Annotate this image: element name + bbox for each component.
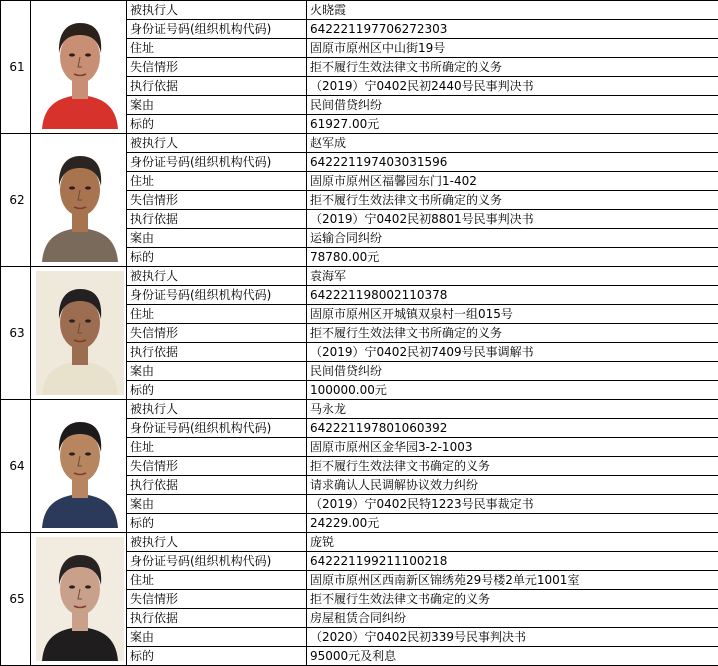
field-label-address: 住址 bbox=[127, 571, 307, 590]
field-value-address: 固原市原州区中山街19号 bbox=[307, 39, 718, 58]
field-label-situation: 失信情形 bbox=[127, 590, 307, 609]
field-label-name: 被执行人 bbox=[127, 533, 307, 552]
field-value-cause: 运输合同纠纷 bbox=[307, 229, 718, 248]
field-value-amount: 95000元及利息 bbox=[307, 647, 718, 666]
field-value-basis: （2019）宁0402民初2440号民事判决书 bbox=[307, 77, 718, 96]
debtor-photo bbox=[31, 267, 127, 400]
field-label-amount: 标的 bbox=[127, 381, 307, 400]
field-label-address: 住址 bbox=[127, 39, 307, 58]
field-label-basis: 执行依据 bbox=[127, 77, 307, 96]
table-row bbox=[1, 134, 718, 153]
field-label-cause: 案由 bbox=[127, 495, 307, 514]
field-value-id: 642221199211100218 bbox=[307, 552, 718, 571]
field-value-address: 固原市原州区金华园3-2-1003 bbox=[307, 438, 718, 457]
field-value-id: 642221197801060392 bbox=[307, 419, 718, 438]
field-label-name: 被执行人 bbox=[127, 1, 307, 20]
field-label-name: 被执行人 bbox=[127, 267, 307, 286]
field-label-address: 住址 bbox=[127, 438, 307, 457]
field-label-amount: 标的 bbox=[127, 248, 307, 267]
field-label-cause: 案由 bbox=[127, 628, 307, 647]
portrait-image bbox=[36, 271, 124, 395]
field-value-address: 固原市原州区西南新区锦绣苑29号楼2单元1001室 bbox=[307, 571, 718, 590]
record-number: 61 bbox=[1, 1, 31, 134]
field-value-cause: （2020）宁0402民初339号民事判决书 bbox=[307, 628, 718, 647]
field-label-basis: 执行依据 bbox=[127, 210, 307, 229]
field-label-situation: 失信情形 bbox=[127, 191, 307, 210]
debtor-photo bbox=[31, 134, 127, 267]
field-value-basis: （2019）宁0402民初7409号民事调解书 bbox=[307, 343, 718, 362]
debtor-photo bbox=[31, 400, 127, 533]
field-label-cause: 案由 bbox=[127, 96, 307, 115]
field-label-amount: 标的 bbox=[127, 514, 307, 533]
table-row bbox=[1, 1, 718, 20]
field-value-cause: （2019）宁0402民特1223号民事裁定书 bbox=[307, 495, 718, 514]
field-label-name: 被执行人 bbox=[127, 400, 307, 419]
field-value-id: 642221197706272303 bbox=[307, 20, 718, 39]
field-label-situation: 失信情形 bbox=[127, 324, 307, 343]
field-value-amount: 78780.00元 bbox=[307, 248, 718, 267]
field-label-cause: 案由 bbox=[127, 362, 307, 381]
field-value-amount: 61927.00元 bbox=[307, 115, 718, 134]
field-value-basis: 请求确认人民调解协议效力纠纷 bbox=[307, 476, 718, 495]
record-number: 63 bbox=[1, 267, 31, 400]
field-value-situation: 拒不履行生效法律文书所确定的义务 bbox=[307, 58, 718, 77]
field-value-amount: 24229.00元 bbox=[307, 514, 718, 533]
field-value-cause: 民间借贷纠纷 bbox=[307, 362, 718, 381]
field-value-cause: 民间借贷纠纷 bbox=[307, 96, 718, 115]
table-row bbox=[1, 400, 718, 419]
field-label-address: 住址 bbox=[127, 305, 307, 324]
debtor-photo bbox=[31, 533, 127, 666]
field-value-id: 642221197403031596 bbox=[307, 153, 718, 172]
field-value-basis: （2019）宁0402民初8801号民事判决书 bbox=[307, 210, 718, 229]
field-label-id: 身份证号码(组织机构代码) bbox=[127, 153, 307, 172]
field-label-id: 身份证号码(组织机构代码) bbox=[127, 419, 307, 438]
field-value-name: 袁海军 bbox=[307, 267, 718, 286]
field-value-situation: 拒不履行生效法律文书所确定的义务 bbox=[307, 324, 718, 343]
table-row bbox=[1, 267, 718, 286]
field-value-name: 火晓霞 bbox=[307, 1, 718, 20]
record-number: 65 bbox=[1, 533, 31, 666]
table-body bbox=[1, 1, 718, 666]
field-value-name: 马永龙 bbox=[307, 400, 718, 419]
field-value-address: 固原市原州区福馨园东门1-402 bbox=[307, 172, 718, 191]
field-value-basis: 房屋租赁合同纠纷 bbox=[307, 609, 718, 628]
field-label-basis: 执行依据 bbox=[127, 609, 307, 628]
table-row bbox=[1, 533, 718, 552]
portrait-image bbox=[36, 138, 124, 262]
field-value-id: 642221198002110378 bbox=[307, 286, 718, 305]
field-value-situation: 拒不履行生效法律文书确定的义务 bbox=[307, 590, 718, 609]
record-number: 62 bbox=[1, 134, 31, 267]
field-label-id: 身份证号码(组织机构代码) bbox=[127, 20, 307, 39]
field-label-amount: 标的 bbox=[127, 647, 307, 666]
field-label-cause: 案由 bbox=[127, 229, 307, 248]
portrait-image bbox=[36, 404, 124, 528]
field-value-name: 赵军成 bbox=[307, 134, 718, 153]
field-label-basis: 执行依据 bbox=[127, 476, 307, 495]
field-label-situation: 失信情形 bbox=[127, 457, 307, 476]
debtor-photo bbox=[31, 1, 127, 134]
field-label-address: 住址 bbox=[127, 172, 307, 191]
field-label-id: 身份证号码(组织机构代码) bbox=[127, 552, 307, 571]
field-value-amount: 100000.00元 bbox=[307, 381, 718, 400]
portrait-image bbox=[36, 5, 124, 129]
field-value-situation: 拒不履行生效法律文书所确定的义务 bbox=[307, 191, 718, 210]
record-number: 64 bbox=[1, 400, 31, 533]
field-label-amount: 标的 bbox=[127, 115, 307, 134]
field-value-situation: 拒不履行生效法律文书确定的义务 bbox=[307, 457, 718, 476]
field-label-basis: 执行依据 bbox=[127, 343, 307, 362]
field-value-address: 固原市原州区开城镇双泉村一组015号 bbox=[307, 305, 718, 324]
portrait-image bbox=[36, 537, 124, 661]
field-label-situation: 失信情形 bbox=[127, 58, 307, 77]
field-label-id: 身份证号码(组织机构代码) bbox=[127, 286, 307, 305]
field-value-name: 庞锐 bbox=[307, 533, 718, 552]
field-label-name: 被执行人 bbox=[127, 134, 307, 153]
